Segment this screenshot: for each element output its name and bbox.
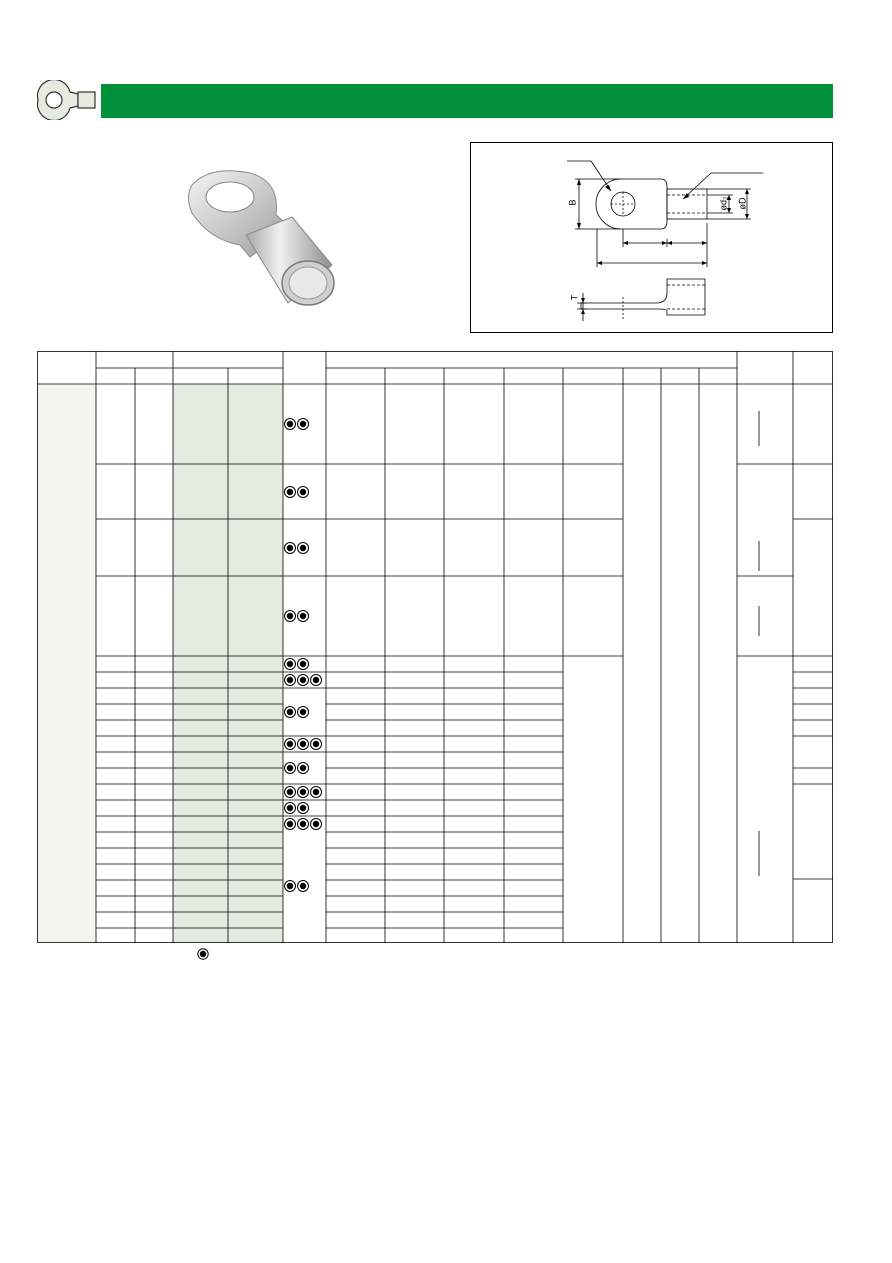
certification-mark-icon	[285, 787, 296, 798]
certification-mark-icon	[298, 803, 309, 814]
ring-terminal-icon	[32, 80, 98, 120]
certification-mark-icon	[298, 419, 309, 430]
dimension-label-b: B	[567, 199, 578, 206]
certification-mark-icon	[298, 659, 309, 670]
specification-table	[37, 351, 833, 943]
certification-mark-icon	[285, 707, 296, 718]
certification-mark-icon	[285, 675, 296, 686]
certification-mark-icon	[298, 819, 309, 830]
certification-mark-icon	[285, 543, 296, 554]
certification-mark-icon	[298, 487, 309, 498]
certification-mark-icon	[285, 881, 296, 892]
product-photo	[180, 165, 340, 315]
certification-mark-icon	[311, 739, 322, 750]
certification-mark-icon	[285, 803, 296, 814]
certification-mark-icon	[298, 739, 309, 750]
certification-mark-icon	[285, 419, 296, 430]
certification-mark-icon	[298, 611, 309, 622]
certification-mark-icon	[311, 787, 322, 798]
certification-mark-icon	[285, 487, 296, 498]
certification-mark-icon	[311, 675, 322, 686]
certification-mark-icon	[298, 881, 309, 892]
certification-mark-icon	[285, 739, 296, 750]
certification-mark-icon	[285, 763, 296, 774]
dimension-diagram	[470, 142, 833, 333]
certification-mark-icon	[298, 675, 309, 686]
certification-mark-icon	[285, 611, 296, 622]
certification-mark-icon	[311, 819, 322, 830]
footnote-mark-icon	[197, 948, 209, 960]
dimension-label-t: T	[569, 294, 580, 301]
certification-mark-icon	[298, 787, 309, 798]
certification-mark-icon	[298, 707, 309, 718]
certification-mark-icon	[298, 763, 309, 774]
first-column-fill	[37, 384, 96, 943]
dimension-label-d2: ød₂	[718, 196, 729, 211]
dimension-label-d: øD	[737, 197, 748, 210]
certification-mark-icon	[298, 543, 309, 554]
title-bar	[101, 84, 833, 118]
certification-mark-icon	[285, 819, 296, 830]
certification-mark-icon	[285, 659, 296, 670]
